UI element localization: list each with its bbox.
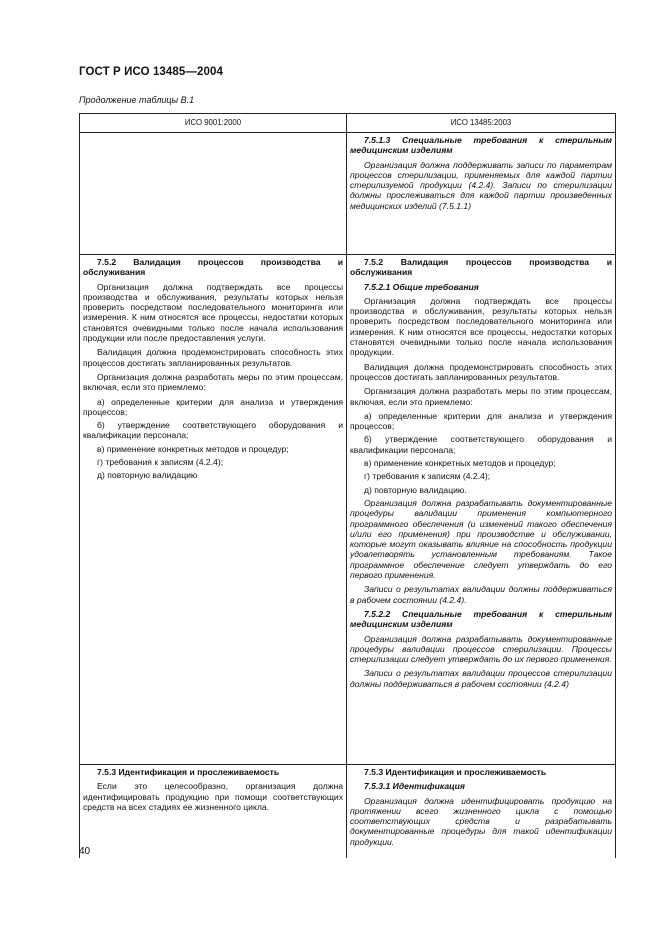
clause-text: Организация должна разрабатывать документированные процедуры валидации процессов стерилизации. Процессы стерилизации следует утверждать до их первого применения. xyxy=(350,633,612,665)
list-item: а) определенные критерии для анализа и утверждения процессов; xyxy=(83,396,343,417)
comparison-table xyxy=(79,113,616,858)
table-caption: Продолжение таблицы В.1 xyxy=(79,95,195,105)
cell-iso9001-empty xyxy=(80,133,347,255)
clause-text: Записи о результатах валидации процессов стерилизации должны поддерживаться в рабочем состоянии (4.2.4) xyxy=(350,668,612,689)
clause-text: Организация должна разрабатывать документированные процедуры валидации применения компьютерного программного обеспечения (и изменений такого обеспечения и/или его применения) при производстве и обслуживании, которые могут оказывать влияние на способность продукции удовлетворять установленным требованиям. Такое программное обеспечение следует утверждать до его первого применения. xyxy=(350,497,612,581)
clause-text: Организация должна поддерживать записи по параметрам процессов стерилизации, применяемых для каждой партии стерилизуемой продукции (4.2.4). Записи по стерилизации должны прослеживаться для каждой партии произведенных медицинских изделий (7.5.1.1) xyxy=(350,159,612,211)
column-header-iso9001: ИСО 9001:2000 xyxy=(80,114,347,133)
table-row xyxy=(80,255,616,765)
clause-text: Валидация должна продемонстрировать способность этих процессов достигать запланированных результатов. xyxy=(83,347,343,368)
cell-iso13485-753 xyxy=(347,765,616,859)
list-item: а) определенные критерии для анализа и утверждения процессов; xyxy=(350,410,612,432)
list-item: в) применение конкретных методов и процедур; xyxy=(364,458,556,469)
subclause-heading: 7.5.3.1 Идентификация xyxy=(364,781,465,792)
list-item: в) применение конкретных методов и процедур; xyxy=(97,443,289,454)
clause-text: Организация должна разработать меры по этим процессам, включая, если это приемлемо: xyxy=(83,371,343,393)
list-item: г) требования к записям (4.2.4); xyxy=(97,457,224,468)
list-item: б) утверждение соответствующего оборудования и квалификации персонала; xyxy=(83,420,343,441)
table-row xyxy=(80,765,616,859)
clause-heading: 7.5.3 Идентификация и прослеживаемость xyxy=(364,767,547,777)
list-item: д) повторную валидацию xyxy=(97,470,198,481)
table-row xyxy=(80,133,616,255)
page-number: 40 xyxy=(79,846,91,857)
clause-text: Валидация должна продемонстрировать способность этих процессов достигать запланированных результатов. xyxy=(350,361,612,382)
clause-heading: 7.5.3 Идентификация и прослеживаемость xyxy=(97,767,280,777)
clause-heading: 7.5.2 Валидация процессов производства и обслуживания xyxy=(83,257,343,278)
document-header: ГОСТ Р ИСО 13485—2004 xyxy=(79,66,224,78)
cell-iso13485-7513 xyxy=(347,133,616,255)
clause-text: Организация должна идентифицировать продукцию на протяжении всего жизненного цикла с помощью соответствующих средств и разрабатывать документированные процедуры для такой идентификации продукции. xyxy=(350,795,612,847)
clause-text: Организация должна разработать меры по этим процессам, включая, если это приемлемо: xyxy=(350,386,612,407)
list-item: г) требования к записям (4.2.4); xyxy=(364,471,491,482)
cell-iso9001-752 xyxy=(80,255,347,765)
clause-text: Записи о результатах валидации должны поддерживаться в рабочем состоянии (4.2.4). xyxy=(350,584,612,605)
clause-heading: 7.5.1.3 Специальные требования к стерильным медицинским изделиям xyxy=(350,135,612,156)
clause-text: Организация должна подтверждать все процессы производства и обслуживания, результаты которых нельзя проверить посредством последовательного мониторинга или измерения. К ним относятся все процессы, недостатки которых становятся очевидными только после начала использования продукции. xyxy=(350,295,612,358)
clause-text: Если это целесообразно, организация должна идентифицировать продукцию при помощи соответствующих средств на всех стадиях ее жизненного цикла. xyxy=(83,781,343,812)
clause-heading: 7.5.2 Валидация процессов производства и обслуживания xyxy=(350,257,612,278)
subclause-heading: 7.5.2.1 Общие требования xyxy=(364,281,479,292)
column-header-iso13485: ИСО 13485:2003 xyxy=(347,114,616,133)
clause-text: Организация должна подтверждать все процессы производства и обслуживания, результаты которых нельзя проверить посредством последовательного мониторинга или измерения. К ним относятся все процессы, недостатки которых становятся очевидными только после начала использования продукции или после предоставления услуги. xyxy=(83,281,343,344)
cell-iso13485-752 xyxy=(347,255,616,765)
table-header-row xyxy=(80,114,616,133)
subclause-heading: 7.5.2.2 Специальные требования к стерильным медицинским изделиям xyxy=(350,608,612,630)
list-item: д) повторную валидацию. xyxy=(364,484,467,495)
list-item: б) утверждение соответствующего оборудования и квалификации персонала; xyxy=(350,434,612,455)
cell-iso9001-753 xyxy=(80,765,347,859)
